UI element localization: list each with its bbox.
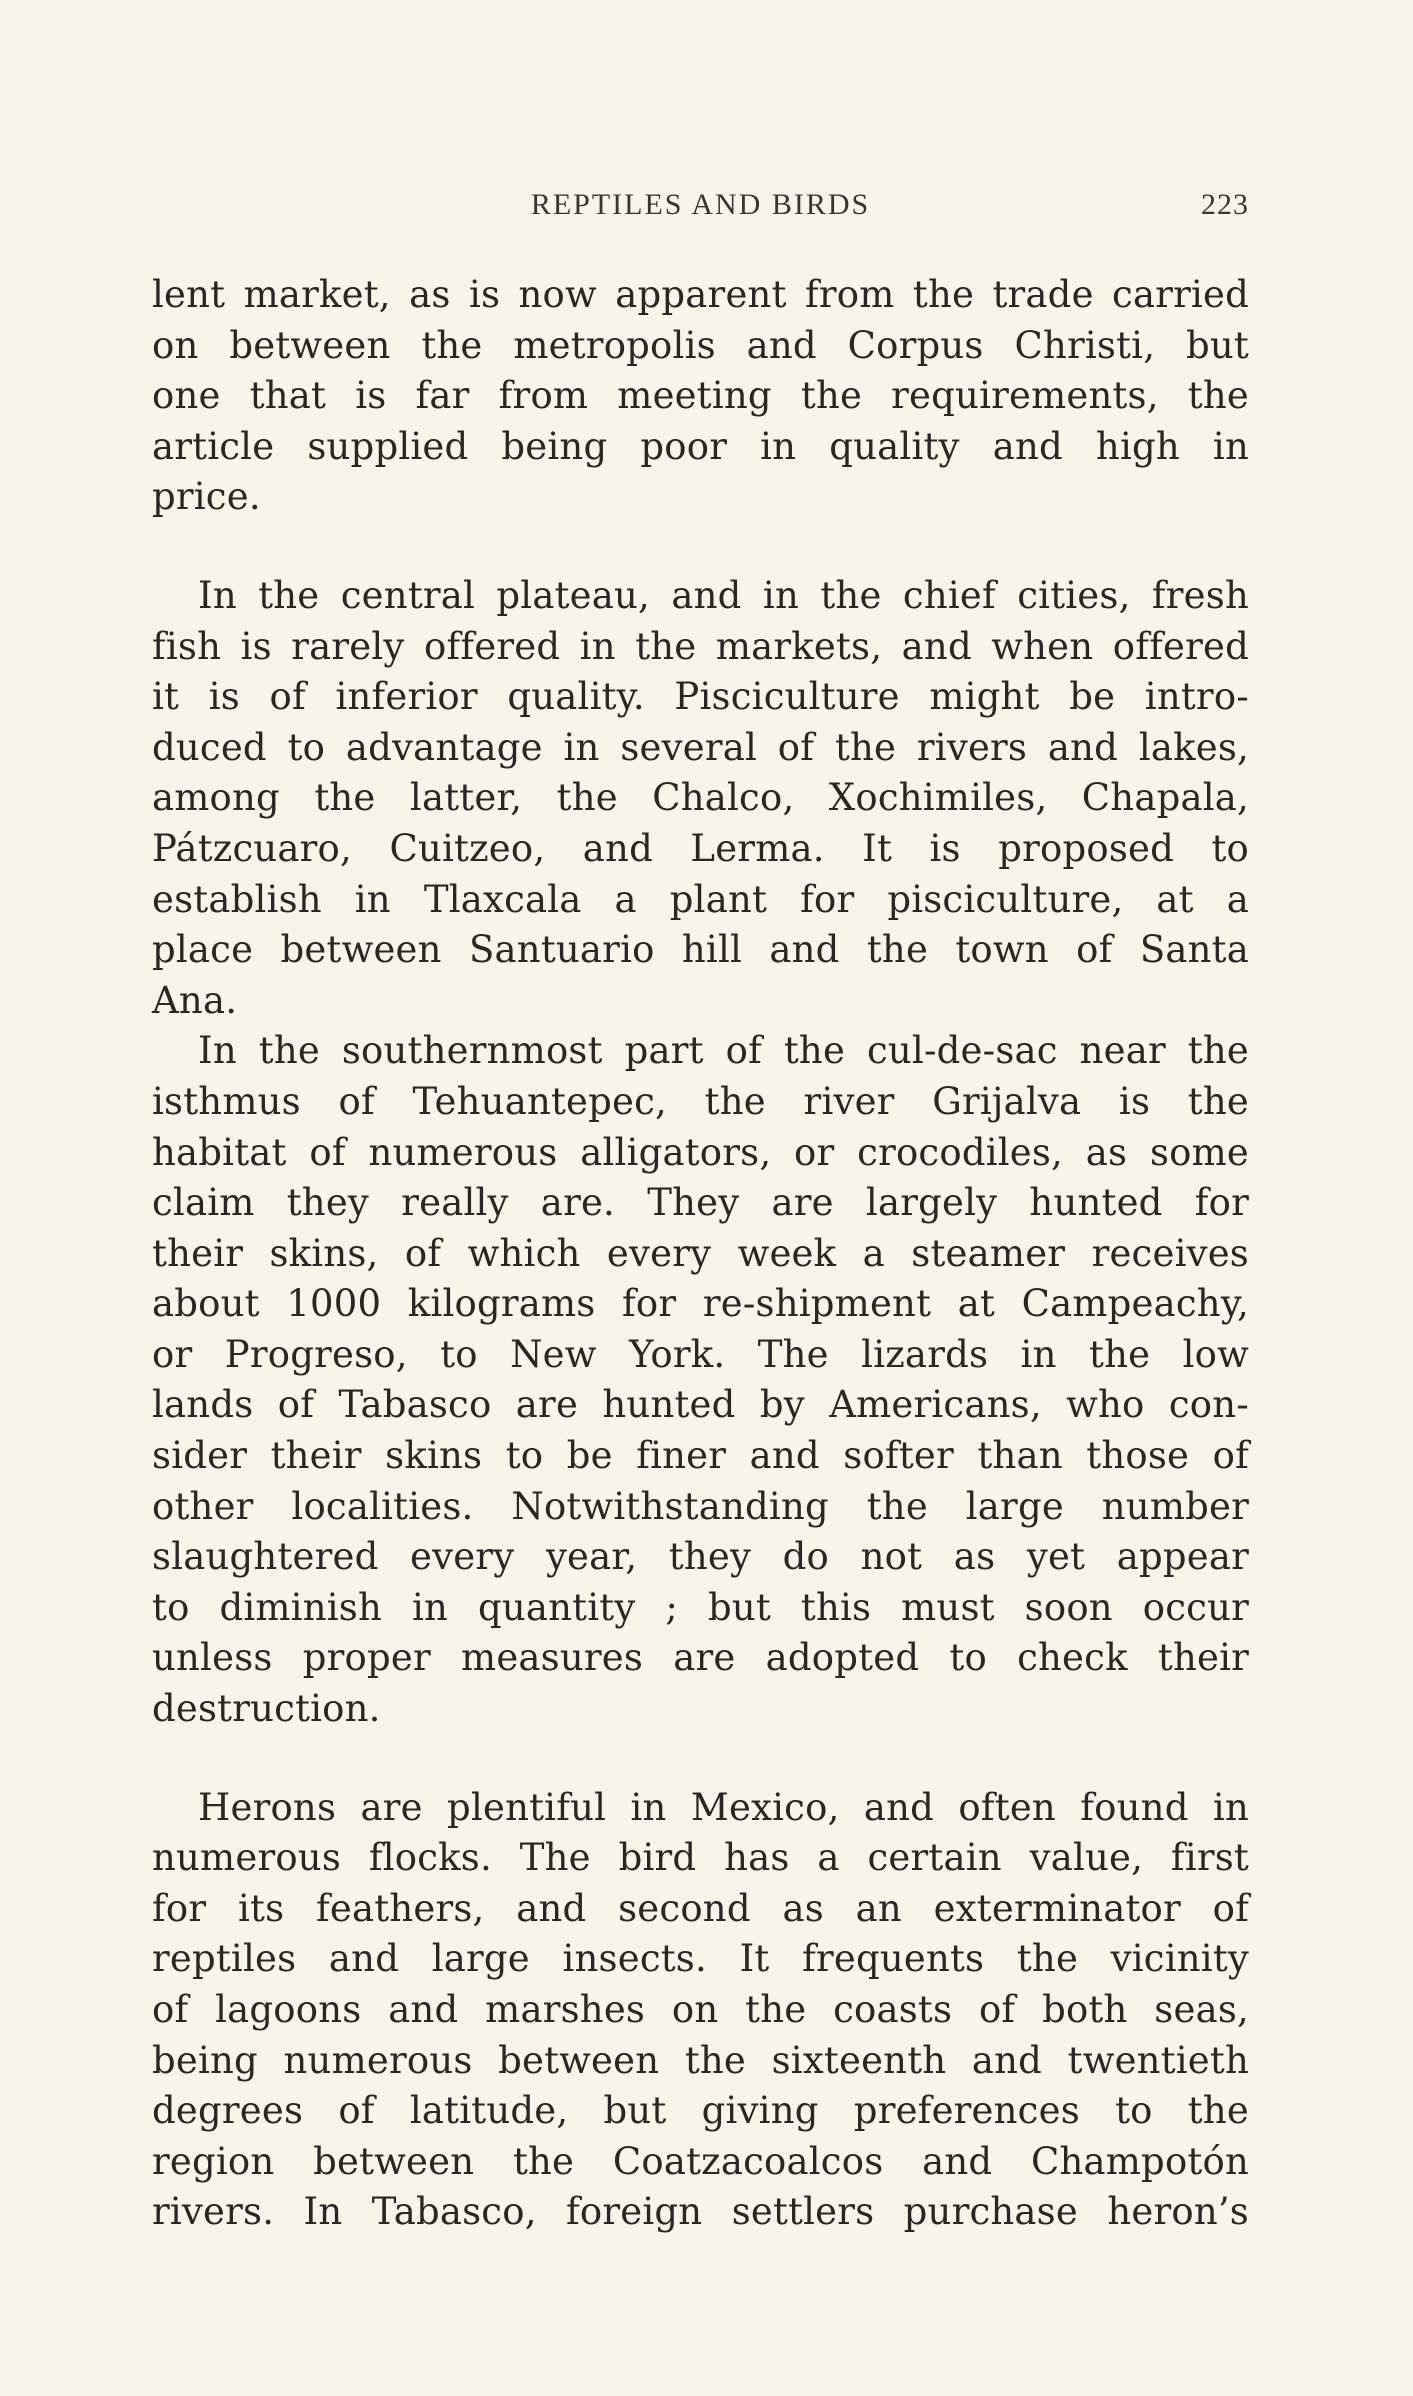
text-line: their skins, of which every week a steamer receives [152,1231,1249,1275]
text-line: destruction. [152,1687,381,1731]
text-line: Ana. [152,978,238,1022]
text-line: on between the metropolis and Corpus Christi, but [152,323,1249,367]
text-line: other localities. Notwithstanding the large number [152,1484,1249,1528]
text-line: duced to advantage in several of the rivers and lakes, [152,725,1249,769]
text-line: claim they really are. They are largely hunted for [152,1181,1249,1225]
text-line: reptiles and large insects. It frequents the vicinity [152,1937,1249,1981]
text-line: place between Santuario hill and the town of Santa [152,928,1249,972]
text-line: lent market, as is now apparent from the trade carried [152,273,1249,316]
running-head [152,188,1249,228]
paragraph-market [152,270,1249,523]
text-line: being numerous between the sixteenth and twentieth [152,2038,1249,2082]
page-number: 223 [1201,188,1249,221]
text-line: among the latter, the Chalco, Xochimiles, Chapala, [152,776,1249,820]
body-text [152,270,1249,2238]
paragraph-plateau-fish [152,571,1249,1026]
text-line: article supplied being poor in quality and high in [152,424,1249,468]
text-line: sider their skins to be finer and softer than those of [152,1434,1249,1478]
text-line: habitat of numerous alligators, or crocodiles, as some [152,1130,1249,1174]
text-line: one that is far from meeting the requirements, the [152,374,1249,418]
text-line: establish in Tlaxcala a plant for pisciculture, at a [152,877,1249,921]
text-line: to diminish in quantity ; but this must soon occur [152,1585,1249,1629]
text-line: price. [152,475,261,519]
paragraph-herons [152,1783,1249,2238]
text-line: In the southernmost part of the cul-de-sac near the [198,1029,1249,1073]
text-line: lands of Tabasco are hunted by Americans, who con- [152,1383,1249,1427]
text-line: rivers. In Tabasco, foreign settlers purchase heron’s [152,2190,1249,2234]
text-line: Herons are plentiful in Mexico, and often found in [198,1785,1249,1829]
paragraph-alligators [152,1026,1249,1734]
text-line: for its feathers, and second as an exterminator of [152,1886,1249,1930]
text-line: degrees of latitude, but giving preferences to the [152,2089,1249,2133]
text-line: isthmus of Tehuantepec, the river Grijalva is the [152,1079,1249,1123]
text-line: fish is rarely offered in the markets, and when offered [152,624,1249,668]
text-line: Pátzcuaro, Cuitzeo, and Lerma. It is proposed to [152,826,1249,870]
text-line: numerous flocks. The bird has a certain value, first [152,1836,1249,1880]
paragraph-gap [152,523,1249,571]
text-line: about 1000 kilograms for re-shipment at Campeachy, [152,1282,1249,1326]
text-line: unless proper measures are adopted to check their [152,1636,1249,1680]
text-line: it is of inferior quality. Pisciculture might be intro- [152,675,1249,719]
running-title: REPTILES AND BIRDS [530,188,871,221]
text-line: slaughtered every year, they do not as yet appear [152,1535,1249,1579]
text-line: or Progreso, to New York. The lizards in the low [152,1332,1249,1376]
text-line: of lagoons and marshes on the coasts of both seas, [152,1988,1249,2031]
text-line: In the central plateau, and in the chief cities, fresh [198,573,1249,617]
paragraph-gap [152,1735,1249,1783]
text-line: region between the Coatzacoalcos and Champotón [152,2139,1249,2183]
